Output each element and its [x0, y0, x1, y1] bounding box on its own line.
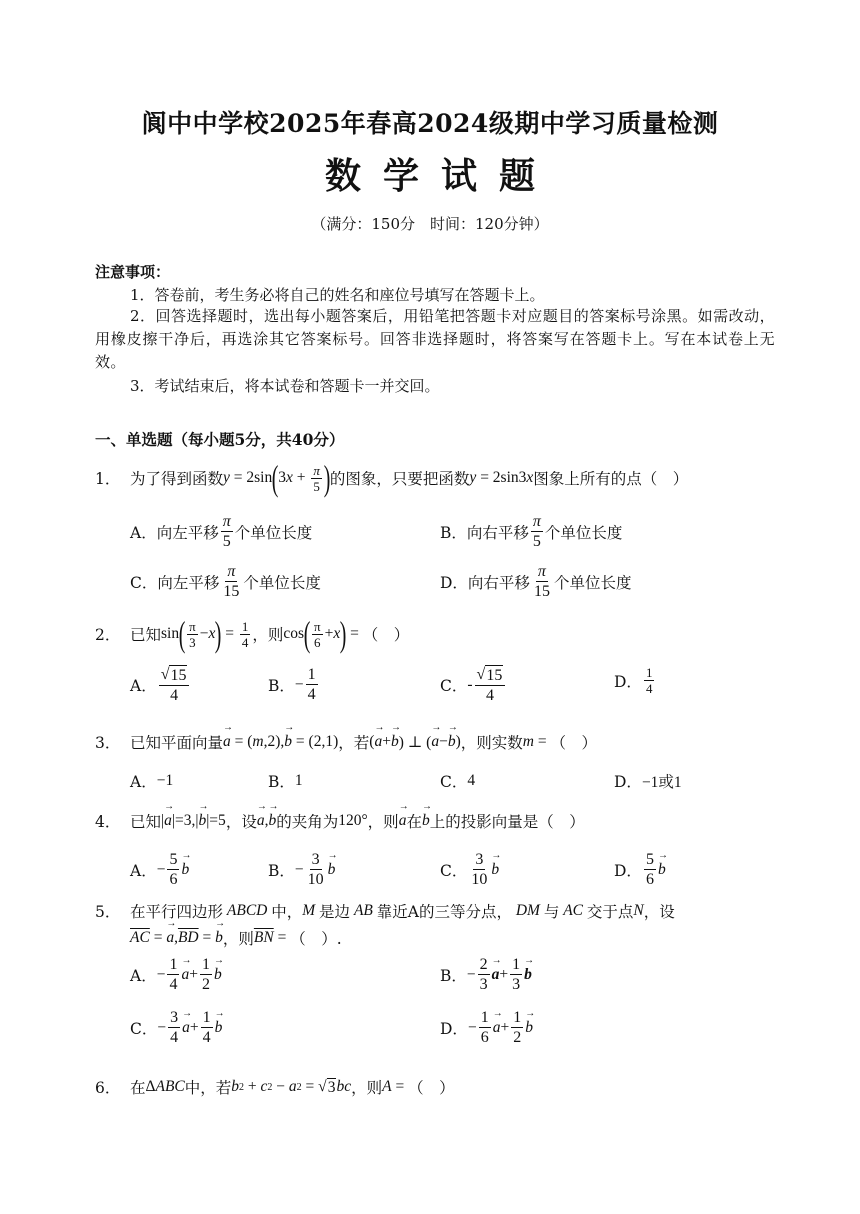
- question-1: 1． 为了得到函数 y = 2sin ( 3 x + $\frac{\pi}{5}$ ) 的图象，只要把函数 y = 2sin3 x 图象上所有的点（ ）: [95, 458, 689, 498]
- q3-option-c[interactable]: C． 4: [440, 772, 476, 791]
- q4-option-a[interactable]: A． − $\frac{5}{6}$ → b: [130, 850, 189, 889]
- notice-item-1: 1．答卷前，考生务必将自己的姓名和座位号填写在答题卡上。: [130, 286, 545, 304]
- q1-option-b[interactable]: B．向右平移 $\frac{\pi}{5}$ 个单位长度: [440, 513, 623, 550]
- question-4: 4． 已知 | → a |=3,| → b |=5 ，设 → a , → b 的夹角为 120° ，则 → a 在 → b 上的投影向量是（ ）: [95, 806, 585, 836]
- notice-item-3: 3．考试结束后，将本试卷和答题卡一并交回。: [130, 377, 440, 395]
- q5-option-b[interactable]: B． − $\frac{2}{3}$ → a + $\frac{1}{3}$ → b: [440, 955, 532, 994]
- question-2: 2． 已知 sin ( $\frac{\pi}{3}$ − x ) = $\frac{1}{4}$ ，则 cos ( $\frac{\pi}{6}$ + x ) = （ ）: [95, 614, 410, 654]
- q1-option-a[interactable]: A．向左平移 $\frac{\pi}{5}$ 个单位长度: [130, 513, 313, 550]
- q4-option-c[interactable]: C． $\frac{3}{10}$ → b: [440, 850, 499, 889]
- notice-heading: 注意事项：: [95, 263, 171, 281]
- q5-option-d[interactable]: D． − $\frac{1}{6}$ → a + $\frac{1}{2}$ → b: [440, 1008, 533, 1047]
- question-5-line-2: $\overline{AC}$ = → a , $\overline{BD}$ = → b ，则 $\overline{BN}$ = （ ）.: [130, 926, 342, 950]
- q2-option-a[interactable]: A． √ 15 4: [130, 665, 191, 705]
- q2-option-d[interactable]: D． $\frac{1}{4}$: [614, 665, 653, 696]
- exam-meta: （满分：150分 时间：120分钟）: [311, 215, 549, 233]
- q2-option-c[interactable]: C． - √ 15 4: [440, 665, 507, 705]
- q3-option-b[interactable]: B． 1: [268, 772, 303, 791]
- subject-title: 数学试题: [324, 155, 557, 197]
- q3-option-d[interactable]: D． −1或1: [614, 773, 682, 791]
- question-number: 1．: [95, 470, 121, 488]
- question-6: 6． 在 Δ ABC 中，若 b 2 + c 2 − a 2 = √ 3 bc ，则 A = （ ）: [95, 1077, 455, 1097]
- notice-item-2: 2．回答选择题时，选出每小题答案后，用铅笔把答题卡对应题目的答案标号涂黑。如需改动，用橡皮擦干净后，再选涂其它答案标号。回答非选择题时，将答案写在答题卡上。写在本试卷上无效。: [95, 307, 775, 371]
- section-heading: 一、单选题（每小题5分，共40分）: [95, 430, 345, 449]
- question-3: 3． 已知平面向量 → a = ( m ,2), → b = (2,1) ，若 ( → a + → b ) ⊥ ( → a − → b ) ，则实数 m = （ ）: [95, 727, 597, 757]
- q1-option-c[interactable]: C．向左平移 $\frac{\pi}{15}$ 个单位长度: [130, 563, 321, 600]
- q2-option-b[interactable]: B． − $\frac{1}{4}$: [268, 666, 316, 703]
- q5-option-c[interactable]: C． − $\frac{3}{4}$ → a + $\frac{1}{4}$ → b: [130, 1008, 222, 1047]
- q3-option-a[interactable]: A． −1: [130, 772, 174, 791]
- q4-option-d[interactable]: D． $\frac{5}{6}$ → b: [614, 850, 666, 889]
- q4-option-b[interactable]: B． − $\frac{3}{10}$ → b: [268, 850, 335, 889]
- q1-option-d[interactable]: D．向右平移 $\frac{\pi}{15}$ 个单位长度: [440, 563, 632, 600]
- exam-title: 阆中中学校2025年春高2024级期中学习质量检测: [141, 109, 719, 138]
- q5-option-a[interactable]: A． − $\frac{1}{4}$ → a + $\frac{1}{2}$ → b: [130, 955, 222, 994]
- question-5: 5． 在平行四边形 ABCD 中， M 是边 AB 靠近A的三等分点， DM 与 AC 交于点 N ，设: [95, 902, 675, 921]
